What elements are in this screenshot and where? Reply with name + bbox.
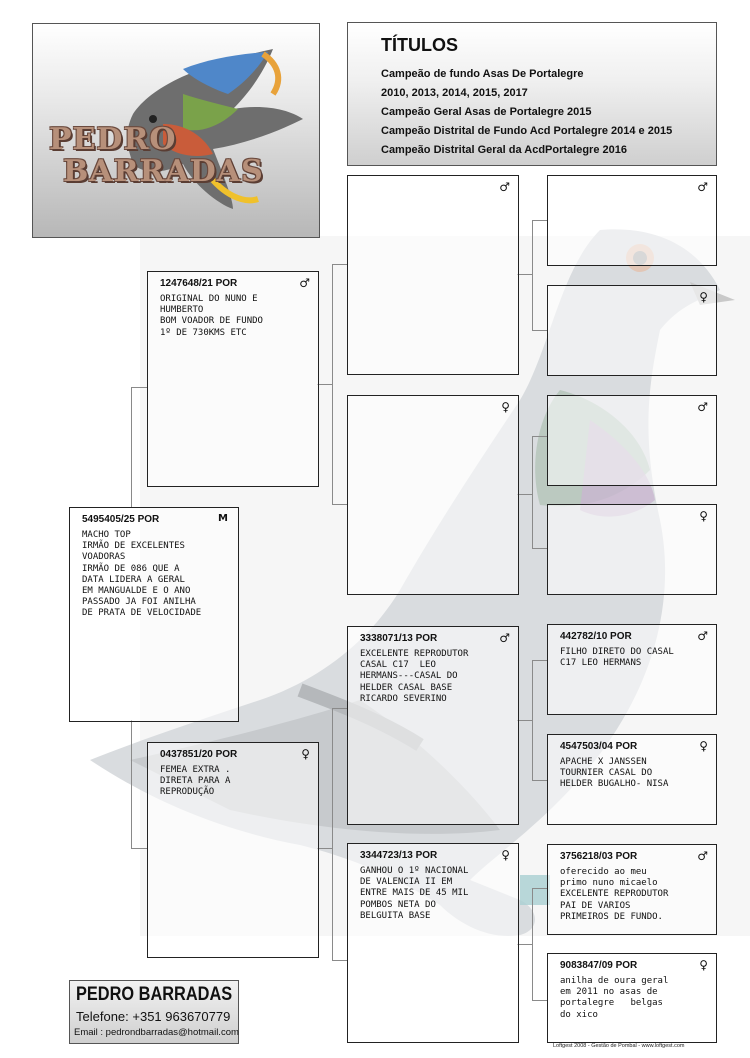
connector-line <box>532 436 547 437</box>
logo-text-line2: BARRADAS <box>63 154 264 189</box>
ring-number: 1247648/21 POR <box>160 278 238 289</box>
connector-line <box>532 660 533 780</box>
pedigree-card-grandparent <box>347 175 519 375</box>
male-icon: ♂ <box>697 180 708 194</box>
connector-line <box>517 944 532 945</box>
female-icon: ♀ <box>699 958 708 972</box>
pedigree-card-great-grandparent <box>547 285 717 376</box>
loft-logo <box>32 23 320 238</box>
connector-line <box>532 888 547 889</box>
female-icon: ♀ <box>699 739 708 753</box>
pigeon-description: anilha de oura geral em 2011 no asas de portalegre belgas do xico <box>560 976 669 1020</box>
title-line: Campeão Distrital Geral da AcdPortalegre 2016 <box>381 144 627 156</box>
pedigree-card-great-grandparent <box>547 175 717 266</box>
connector-line <box>317 848 332 849</box>
pedigree-card-great-grandparent <box>547 953 717 1043</box>
pigeon-description: FEMEA EXTRA . DIRETA PARA A REPRODUÇÃO <box>160 765 231 798</box>
male-icon: ♂ <box>697 629 708 643</box>
connector-line <box>332 960 347 961</box>
connector-line <box>517 494 532 495</box>
pedigree-card-grandparent <box>347 395 519 595</box>
title-line: 2010, 2013, 2014, 2015, 2017 <box>381 87 528 99</box>
ring-number: 3344723/13 POR <box>360 850 438 861</box>
contact-name: PEDRO BARRADAS <box>76 984 233 1005</box>
connector-line <box>532 780 547 781</box>
pedigree-card-great-grandparent <box>547 734 717 825</box>
female-icon: ♀ <box>699 509 708 523</box>
connector-line <box>532 220 533 330</box>
footer-credit: Loftgest 2008 - Gestão de Pombal - www.loftgest.com <box>553 1043 685 1049</box>
title-line: Campeão Distrital de Fundo Acd Portalegre 2014 e 2015 <box>381 125 673 137</box>
connector-line <box>517 274 532 275</box>
connector-line <box>332 264 347 265</box>
pedigree-card-great-grandparent <box>547 504 717 595</box>
connector-line <box>332 264 333 504</box>
contact-panel <box>69 980 239 1044</box>
female-icon: ♀ <box>699 290 708 304</box>
ring-number: 3338071/13 POR <box>360 633 438 644</box>
male-icon: ♂ <box>499 631 510 645</box>
title-line: Campeão de fundo Asas De Portalegre <box>381 68 584 80</box>
pigeon-description: EXCELENTE REPRODUTOR CASAL C17 LEO HERMANS---CASAL DO HELDER CASAL BASE RICARDO SEVERINO <box>360 649 469 704</box>
connector-line <box>532 548 547 549</box>
ring-number: 9083847/09 POR <box>560 960 638 971</box>
female-icon: ♀ <box>301 747 310 761</box>
connector-line <box>532 330 547 331</box>
pedigree-card-great-grandparent <box>547 395 717 486</box>
ring-number: 4547503/04 POR <box>560 741 638 752</box>
pigeon-description: APACHE X JANSSEN TOURNIER CASAL DO HELDER BUGALHO- NISA <box>560 757 669 790</box>
connector-line <box>332 708 333 960</box>
connector-line <box>131 848 147 849</box>
ring-number: 5495405/25 POR <box>82 514 160 525</box>
connector-line <box>131 720 132 848</box>
connector-line <box>532 888 533 1000</box>
ring-number: 442782/10 POR <box>560 631 632 642</box>
contact-phone: Telefone: +351 963670779 <box>76 1009 231 1024</box>
pedigree-card-great-grandparent <box>547 844 717 935</box>
pedigree-card-grandparent <box>347 626 519 825</box>
connector-line <box>532 660 547 661</box>
pigeon-description: oferecido ao meu primo nuno micaelo EXCELENTE REPRODUTOR PAI DE VARIOS PRIMEIROS DE FUNDO. <box>560 867 669 922</box>
pigeon-description: GANHOU O 1º NACIONAL DE VALENCIA II EM ENTRE MAIS DE 45 MIL POMBOS NETA DO BELGUITA BASE <box>360 866 469 921</box>
titles-panel <box>347 22 717 166</box>
connector-line <box>532 1000 547 1001</box>
connector-line <box>332 504 347 505</box>
male-icon: ♂ <box>697 849 708 863</box>
pedigree-card-grandparent <box>347 843 519 1043</box>
connector-line <box>332 708 347 709</box>
pedigree-card-subject <box>69 507 239 722</box>
titles-heading: TÍTULOS <box>381 35 458 55</box>
pigeon-description: FILHO DIRETO DO CASAL C17 LEO HERMANS <box>560 647 674 669</box>
male-icon: ♂ <box>499 180 510 194</box>
title-line: Campeão Geral Asas de Portalegre 2015 <box>381 106 592 118</box>
female-icon: ♀ <box>501 848 510 862</box>
ring-number: 0437851/20 POR <box>160 749 238 760</box>
sex-marker: M <box>218 513 228 524</box>
connector-line <box>131 387 132 507</box>
connector-line <box>532 220 547 221</box>
logo-text-line1: PEDRO <box>49 122 177 157</box>
pedigree-card-dam <box>147 742 319 958</box>
pedigree-card-sire <box>147 271 319 487</box>
pigeon-description: ORIGINAL DO NUNO E HUMBERTO BOM VOADOR DE FUNDO 1º DE 730KMS ETC <box>160 294 263 338</box>
connector-line <box>532 436 533 548</box>
pigeon-description: MACHO TOP IRMÃO DE EXCELENTES VOADORAS IRMÃO DE 086 QUE A DATA LIDERA A GERAL EM MANGUALDE E O ANO PASSADO JA FOI ANILHA DE PRATA DE VELOCIDADE <box>82 530 202 619</box>
pedigree-card-great-grandparent <box>547 624 717 715</box>
female-icon: ♀ <box>501 400 510 414</box>
connector-line <box>131 387 147 388</box>
ring-number: 3756218/03 POR <box>560 851 638 862</box>
connector-line <box>517 720 532 721</box>
contact-email: Email : pedrondbarradas@hotmail.com <box>74 1027 239 1038</box>
male-icon: ♂ <box>697 400 708 414</box>
male-icon: ♂ <box>299 276 310 290</box>
connector-line <box>317 384 332 385</box>
